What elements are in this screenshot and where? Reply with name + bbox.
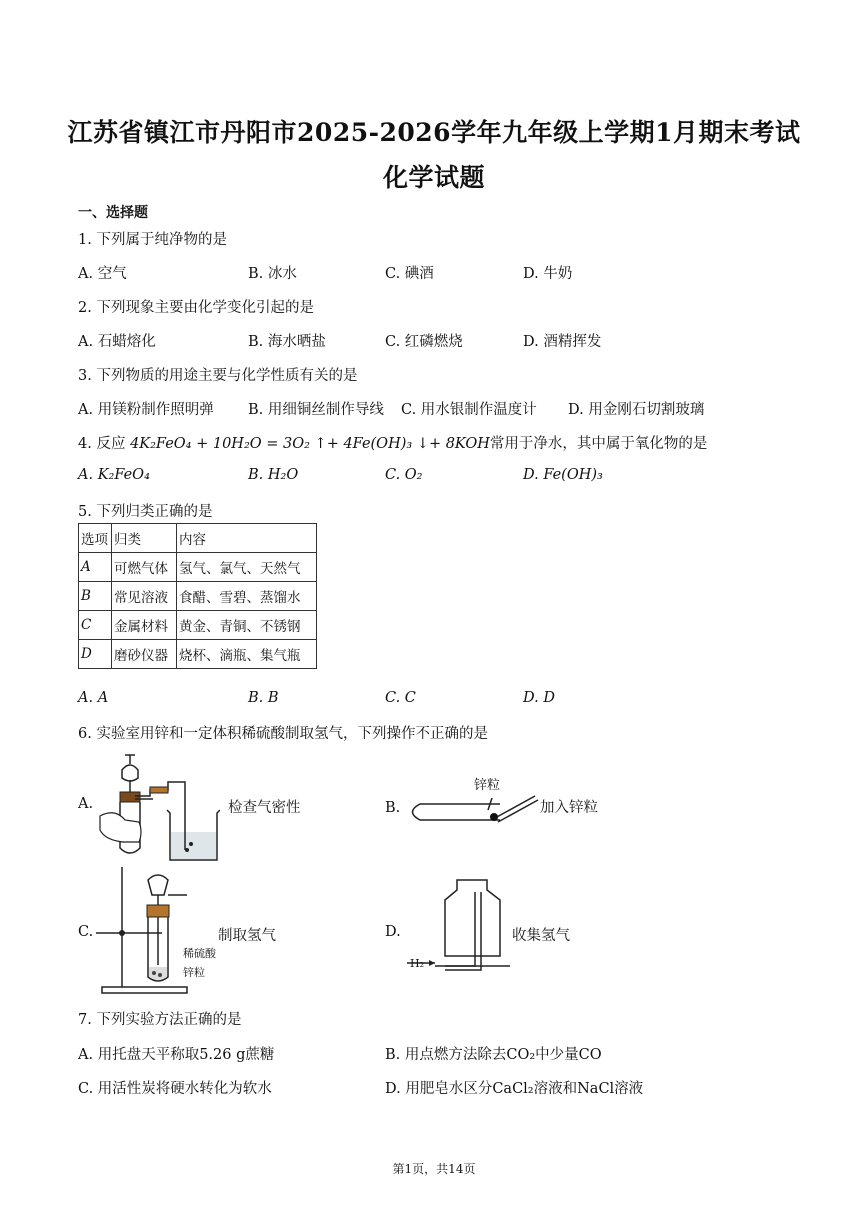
hydrogen-arrow-label: H₂ [410, 957, 425, 970]
question-6-option-d-label: 收集氢气 [512, 928, 570, 944]
question-4-option-a[interactable]: A. K₂FeO₄ [78, 467, 150, 483]
dilute-sulfuric-acid-label: 稀硫酸 [183, 947, 216, 960]
question-4-equation: 4K₂FeO₄ + 10H₂O = 3O₂ ↑+ 4Fe(OH)₃ ↓+ 8KOH [130, 436, 490, 452]
table-header: 选项 [79, 524, 112, 553]
table-cell: D [79, 640, 112, 669]
table-cell: 食醋、雪碧、蒸馏水 [177, 582, 317, 611]
section-heading: 一、选择题 [78, 205, 148, 221]
question-3-stem: 3. 下列物质的用途主要与化学性质有关的是 [78, 368, 358, 384]
table-row [79, 553, 317, 582]
question-2-option-c[interactable]: C. 红磷燃烧 [385, 334, 463, 350]
question-6-stem: 6. 实验室用锌和一定体积稀硫酸制取氢气，下列操作不正确的是 [78, 726, 488, 742]
classification-table [78, 523, 317, 669]
question-1-option-a[interactable]: A. 空气 [78, 266, 127, 282]
page-number: 第1页，共14页 [392, 1162, 476, 1176]
question-7-option-d[interactable]: D. 用肥皂水区分CaCl₂溶液和NaCl溶液 [385, 1081, 644, 1097]
question-7-option-c[interactable]: C. 用活性炭将硬水转化为软水 [78, 1081, 272, 1097]
table-cell: 黄金、青铜、不锈钢 [177, 611, 317, 640]
question-1-option-d[interactable]: D. 牛奶 [523, 266, 573, 282]
table-cell: 氢气、氯气、天然气 [177, 553, 317, 582]
table-row [79, 611, 317, 640]
question-1-option-b[interactable]: B. 冰水 [248, 266, 297, 282]
question-2-option-d[interactable]: D. 酒精挥发 [523, 334, 602, 350]
table-header: 内容 [177, 524, 317, 553]
question-4-option-d[interactable]: D. Fe(OH)₃ [523, 467, 603, 483]
question-6-option-b-label: 加入锌粒 [540, 800, 598, 816]
question-4-suffix: 常用于净水，其中属于氧化物的是 [489, 436, 708, 452]
table-cell: 可燃气体 [112, 553, 177, 582]
question-2-stem: 2. 下列现象主要由化学变化引起的是 [78, 300, 314, 316]
table-cell: C [79, 611, 112, 640]
question-3-option-c[interactable]: C. 用水银制作温度计 [401, 402, 537, 418]
table-cell: 磨砂仪器 [112, 640, 177, 669]
question-4-option-c[interactable]: C. O₂ [385, 467, 423, 483]
question-7-option-a[interactable]: A. 用托盘天平称取5.26 g蔗糖 [78, 1047, 275, 1063]
question-5-option-b[interactable]: B. B [248, 690, 279, 706]
question-1-stem: 1. 下列属于纯净物的是 [78, 232, 227, 248]
question-5-stem: 5. 下列归类正确的是 [78, 504, 213, 520]
table-cell: B [79, 582, 112, 611]
question-2-option-b[interactable]: B. 海水晒盐 [248, 334, 326, 350]
question-6-option-b-letter[interactable]: B. [385, 800, 401, 816]
table-cell: 烧杯、滴瓶、集气瓶 [177, 640, 317, 669]
question-6-option-d-letter[interactable]: D. [385, 924, 401, 940]
question-4-prefix: 4. 反应 [78, 436, 126, 452]
question-3-option-d[interactable]: D. 用金刚石切割玻璃 [568, 402, 705, 418]
airtightness-apparatus-figure [95, 750, 220, 865]
question-6-option-c-letter[interactable]: C. [78, 924, 94, 940]
table-row [79, 640, 317, 669]
table-header-row [79, 524, 317, 553]
question-1-option-c[interactable]: C. 碘酒 [385, 266, 434, 282]
question-7-stem: 7. 下列实验方法正确的是 [78, 1012, 242, 1028]
question-5-option-c[interactable]: C. C [385, 690, 416, 706]
table-cell: A [79, 553, 112, 582]
question-2-option-a[interactable]: A. 石蜡熔化 [78, 334, 156, 350]
question-6-option-a-letter[interactable]: A. [78, 796, 94, 812]
question-5-option-d[interactable]: D. D [523, 690, 555, 706]
page-title: 江苏省镇江市丹阳市2025-2026学年九年级上学期1月期末考试 [67, 118, 801, 147]
table-cell: 常见溶液 [112, 582, 177, 611]
table-header: 归类 [112, 524, 177, 553]
table-cell: 金属材料 [112, 611, 177, 640]
question-6-option-a-label: 检查气密性 [228, 800, 301, 816]
question-3-option-b[interactable]: B. 用细铜丝制作导线 [248, 402, 384, 418]
zinc-granule-label: 锌粒 [183, 966, 205, 979]
question-4-stem [78, 432, 707, 453]
question-5-option-a[interactable]: A. A [78, 690, 109, 706]
question-7-option-b[interactable]: B. 用点燃方法除去CO₂中少量CO [385, 1047, 602, 1063]
question-4-option-b[interactable]: B. H₂O [248, 467, 299, 483]
question-3-option-a[interactable]: A. 用镁粉制作照明弹 [78, 402, 214, 418]
question-6-zinc-label: 锌粒 [474, 778, 501, 793]
zinc-test-tube-figure [400, 790, 545, 835]
page-subtitle: 化学试题 [382, 163, 485, 192]
table-row [79, 582, 317, 611]
question-6-option-c-label: 制取氢气 [218, 928, 276, 944]
